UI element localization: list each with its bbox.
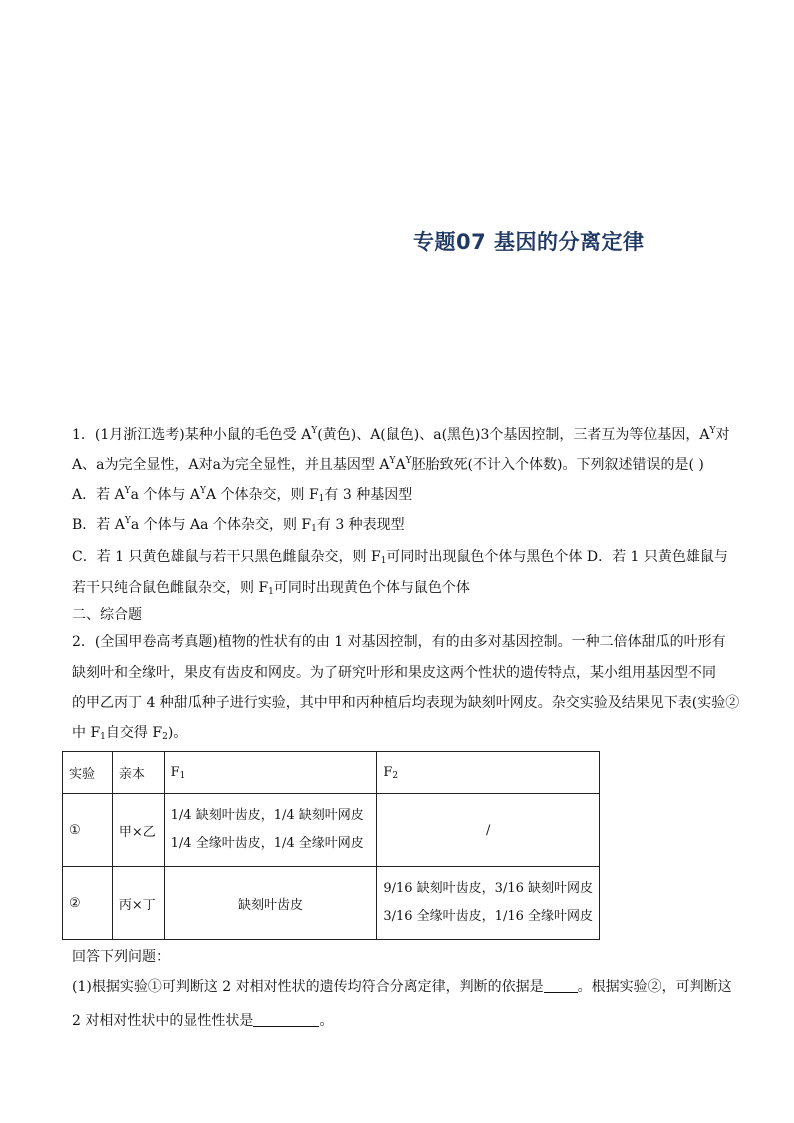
- cell-parents: 丙×丁: [112, 867, 164, 940]
- q1-option-a: A．若 $A^Ya$ 个体与 $A^YA$ 个体杂交，则 $F_1$有 3 种基因型: [72, 486, 413, 504]
- header-f2: $F_2$: [377, 752, 600, 794]
- cell-f1: 缺刻叶齿皮: [164, 867, 377, 940]
- experiment-table: [62, 751, 600, 940]
- table-row: [63, 867, 600, 940]
- cell-parents: 甲×乙: [112, 794, 164, 867]
- q2-stem-line-3: 的甲乙丙丁 4 种甜瓜种子进行实验，其中甲和丙种植后均表现为缺刻叶网皮。杂交实验及结果见下表(实验②: [72, 695, 740, 711]
- header-experiment: 实验: [63, 752, 113, 794]
- cell-f2: /: [377, 794, 600, 867]
- cell-f1: 1/4 缺刻叶齿皮，1/4 缺刻叶网皮 1/4 全缘叶齿皮，1/4 全缘叶网皮: [164, 794, 377, 867]
- cell-experiment: ②: [63, 867, 113, 940]
- q2-stem-line-4: 中 $F_1$自交得 $F_2$)。: [72, 725, 188, 742]
- q1-option-c: C．若 1 只黄色雄鼠与若干只黑色雌鼠杂交，则 $F_1$可同时出现鼠色个体与黑色个体 D．若 1 只黄色雄鼠与: [72, 549, 728, 566]
- header-parents: 亲本: [112, 752, 164, 794]
- table-row: [63, 794, 600, 867]
- answer-blank-1[interactable]: [544, 978, 578, 993]
- q1-stem-line-2: A、a为完全显性，A对a为完全显性，并且基因型 $A^YA^Y$胚胎致死(不计入个体数)。下列叙述错误的是( ): [72, 456, 704, 473]
- header-f1: $F_1$: [164, 752, 377, 794]
- cell-experiment: ①: [63, 794, 113, 867]
- q2-stem-line-1: 2．(全国甲卷高考真题)植物的性状有的由 1 对基因控制，有的由多对基因控制。一种二倍体甜瓜的叶形有: [72, 634, 726, 650]
- q1-option-b: B．若 $A^Ya$ 个体与 Aa 个体杂交，则 $F_1$有 3 种表现型: [72, 516, 405, 534]
- document-title: 专题07 基因的分离定律: [413, 230, 645, 254]
- section-heading: 二、综合题: [72, 607, 142, 623]
- cell-f2: 9/16 缺刻叶齿皮，3/16 缺刻叶网皮 3/16 全缘叶齿皮，1/16 全缘叶网皮: [377, 867, 600, 940]
- answer-prompt: 回答下列问题：: [72, 949, 170, 965]
- q1-stem-line-1: 1．(1月浙江选考)某种小鼠的毛色受 $A^Y$(黄色)、A(鼠色)、a(黑色)3个基因控制，三者互为等位基因，$A^Y$对: [72, 426, 730, 443]
- q1-option-d: 若干只纯合鼠色雌鼠杂交，则 $F_1$可同时出现黄色个体与鼠色个体: [72, 580, 470, 597]
- answer-q1-line-1: (1)根据实验①可判断这 2 对相对性状的遗传均符合分离定律，判断的依据是 。根据实验②，可判断这: [72, 979, 732, 995]
- q2-stem-line-2: 缺刻叶和全缘叶，果皮有齿皮和网皮。为了研究叶形和果皮这两个性状的遗传特点，某小组用基因型不同: [72, 665, 716, 681]
- answer-q1-line-2: 2 对相对性状中的显性性状是 。: [72, 1013, 334, 1029]
- table-header-row: [63, 752, 600, 794]
- answer-blank-2[interactable]: [253, 1012, 319, 1027]
